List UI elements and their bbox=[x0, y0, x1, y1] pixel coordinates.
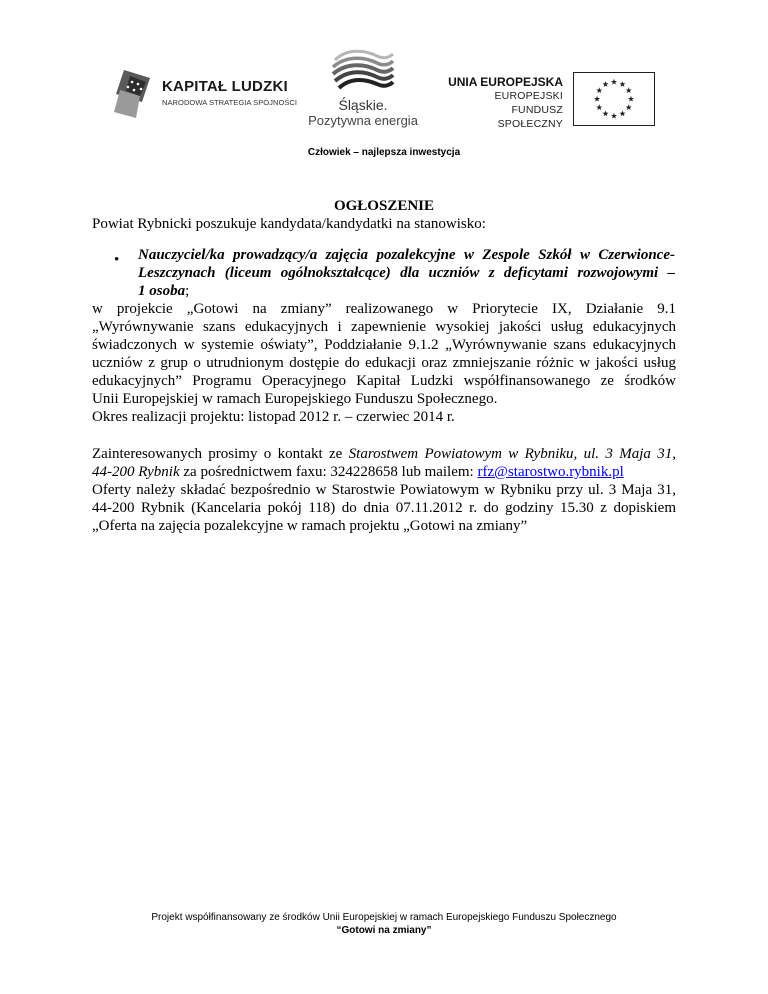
document-heading: OGŁOSZENIE bbox=[333, 198, 435, 214]
position-line bbox=[138, 282, 675, 300]
eu-star-icon bbox=[619, 111, 625, 117]
kapital-ludzki-mark-icon bbox=[110, 66, 156, 124]
eu-logo-text bbox=[445, 75, 563, 131]
eu-star-icon bbox=[628, 96, 634, 102]
position-semicolon: ; bbox=[185, 283, 190, 299]
position-line: Leszczynach (liceum ogólnokształcące) dla uczniów z deficytami rozwojowymi – bbox=[138, 265, 675, 281]
eu-star-icon bbox=[619, 81, 625, 87]
slaskie-logo bbox=[303, 46, 423, 130]
project-line: uczniów z grup o utrudnionym dostępie do edukacji oraz zmniejszanie różnic w jakości usług bbox=[92, 355, 676, 371]
offers-line: Oferty należy składać bezpośrednio w Starostwie Powiatowym w Rybniku przy ul. 3 Maja 31, bbox=[92, 482, 676, 498]
eu-star-icon bbox=[596, 87, 602, 93]
eu-star-icon bbox=[602, 111, 608, 117]
slaskie-waves-icon bbox=[331, 46, 395, 98]
footer-line1: Projekt współfinansowany ze środków Unii Europejskiej w ramach Europejskiego Funduszu Społecznego bbox=[151, 912, 617, 923]
eu-star-icon bbox=[602, 81, 608, 87]
project-line: w projekcie „Gotowi na zmiany” realizowanego w Priorytecie IX, Działanie 9.1 bbox=[92, 301, 676, 317]
footer-line2: “Gotowi na zmiany” bbox=[336, 925, 432, 936]
contact-paragraph bbox=[92, 445, 676, 535]
eu-line1: UNIA EUROPEJSKA bbox=[448, 75, 563, 89]
position-count: 1 osoba bbox=[138, 283, 186, 299]
contact-line bbox=[92, 445, 676, 463]
eu-star-icon bbox=[611, 113, 617, 119]
project-line: edukacyjnych” Programu Operacyjnego Kapitał Ludzki współfinansowanego ze środków bbox=[92, 373, 676, 389]
eu-flag bbox=[573, 72, 655, 126]
project-paragraph bbox=[92, 300, 676, 426]
kapital-ludzki-subtitle: NARODOWA STRATEGIA SPÓJNOŚCI bbox=[162, 98, 298, 107]
contact-office: Starostwem Powiatowym w Rybniku, ul. 3 Maja 31, bbox=[348, 446, 677, 462]
eu-line3: FUNDUSZ SPOŁECZNY bbox=[497, 104, 563, 130]
eu-star-icon bbox=[626, 87, 632, 93]
offers-line: 44-200 Rybnik (Kancelaria pokój 118) do dnia 07.11.2012 r. do godziny 15.30 z dopiskiem bbox=[92, 500, 676, 516]
position-line: Nauczyciel/ka prowadzący/a zajęcia pozalekcyjne w Zespole Szkół w Czerwionce- bbox=[138, 247, 675, 263]
contact-city: 44-200 Rybnik bbox=[92, 464, 180, 480]
project-line: Unii Europejskiej w ramach Europejskiego Funduszu Społecznego. bbox=[92, 391, 498, 407]
kapital-ludzki-title: KAPITAŁ LUDZKI bbox=[162, 78, 288, 95]
eu-logo bbox=[445, 72, 655, 128]
project-period: Okres realizacji projektu: listopad 2012 r. – czerwiec 2014 r. bbox=[92, 409, 455, 425]
eu-star-icon bbox=[626, 104, 632, 110]
slaskie-line1: Śląskie. bbox=[338, 97, 388, 113]
contact-fax: za pośrednictwem faxu: 324228658 lub mailem: bbox=[179, 464, 478, 480]
eu-star-icon bbox=[594, 96, 600, 102]
bullet-icon: • bbox=[114, 252, 120, 268]
intro-text: Powiat Rybnicki poszukuje kandydata/kandydatki na stanowisko: bbox=[92, 216, 486, 232]
email-link[interactable]: rfz@starostwo.rybnik.pl bbox=[477, 464, 624, 480]
contact-prefix: Zainteresowanych prosimy o kontakt ze bbox=[92, 446, 349, 462]
position-description bbox=[138, 246, 675, 300]
eu-line2: EUROPEJSKI bbox=[494, 90, 563, 102]
eu-star-icon bbox=[611, 79, 617, 85]
eu-stars-icon bbox=[574, 73, 654, 125]
project-line: „Wyrównywanie szans edukacyjnych i zapewnienie wysokiej jakości usług edukacyjnych bbox=[92, 319, 676, 335]
slaskie-line2: Pozytywna energia bbox=[308, 113, 418, 128]
project-line: świadczonych w systemie oświaty”, Poddziałanie 9.1.2 „Wyrównywanie szans edukacyjnych bbox=[92, 337, 676, 353]
kapital-ludzki-logo bbox=[110, 66, 298, 126]
contact-line bbox=[92, 463, 676, 481]
offers-line: „Oferta na zajęcia pozalekcyjne w ramach projektu „Gotowi na zmiany” bbox=[92, 518, 528, 534]
slogan: Człowiek – najlepsza inwestycja bbox=[307, 147, 461, 158]
eu-star-icon bbox=[596, 104, 602, 110]
